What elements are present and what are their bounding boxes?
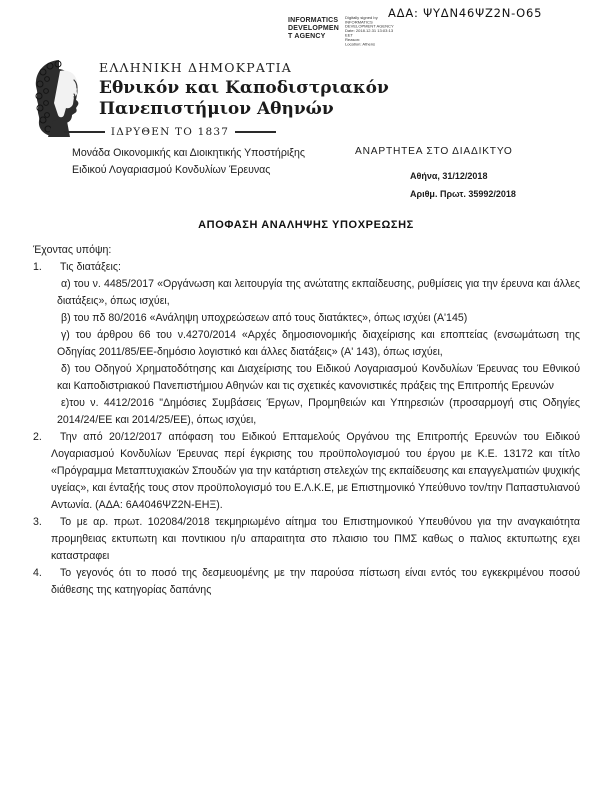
issuer-unit-line2: Ειδικού Λογαριασμού Κονδυλίων Έρευνας — [72, 164, 271, 176]
founded-line — [64, 126, 276, 138]
subitem-e: ε)του ν. 4412/2016 "Δημόσιες Συμβάσεις Έργων, Προμηθειών και Υπηρεσιών (προσαρμογή στις Οδηγίες 2014/24/ΕΕ και 2014/25/ΕΕ), όπως ισχύει, — [57, 397, 580, 426]
list-item-4-number: 4. — [33, 567, 42, 579]
university-name-line1: Εθνικόν και Καποδιστριακόν — [99, 78, 389, 98]
list-item-4-text: Το γεγονός ότι το ποσό της δεσμευομένης με την παρούσα πίστωση είναι εντός του εγκεκριμένου ποσού διάθεσης της κατηγορίας δαπάνης — [51, 567, 580, 596]
subitem-a: α) του ν. 4485/2017 «Οργάνωση και λειτουργία της ανώτατης εκπαίδευσης, ρυθμίσεις για την έρευνα και άλλες διατάξεις», όπως ισχύει, — [57, 278, 580, 307]
subitem-c: γ) του άρθρου 66 του ν.4270/2014 «Αρχές δημοσιονομικής διαχείρισης και εποπτείας (ενσωμάτωση της Οδηγίας 2011/85/ΕΕ-δημόσιο λογιστικό και άλλες διατάξεις» (Α' 143), όπως ισχύει, — [57, 329, 580, 358]
university-name-line2: Πανεπιστήμιον Αθηνών — [99, 99, 334, 119]
republic-line: ΕΛΛΗΝΙΚΗ ΔΗΜΟΚΡΑΤΙΑ — [99, 60, 293, 75]
publish-notice: ΑΝΑΡΤΗΤΕΑ ΣΤΟ ΔΙΑΔΙΚΤΥΟ — [355, 146, 513, 157]
founded-text: ΙΔΡΥΘΕΝ ΤΟ 1837 — [110, 126, 230, 138]
signature-stamp-agency — [288, 17, 344, 41]
stamp-agency-line: DEVELOPMEN — [288, 25, 340, 32]
document-header — [99, 60, 389, 120]
protocol-number: Αριθμ. Πρωτ. 35992/2018 — [410, 189, 516, 199]
list-item-2 — [33, 429, 580, 514]
stamp-detail-line: INFORMATICS — [345, 20, 373, 25]
stamp-detail-line: Reason: — [345, 38, 361, 43]
stamp-detail-line: Location: Athens — [345, 42, 376, 47]
document-body — [33, 242, 580, 599]
list-item-3 — [33, 514, 580, 565]
subitem-b: β) του πδ 80/2016 «Ανάληψη υποχρεώσεων από τους διατάκτες», όπως ισχύει (Α'145) — [61, 312, 468, 324]
stamp-detail-line: DEVELOPMENT AGENCY — [345, 24, 394, 29]
list-item-3-text: Το με αρ. πρωτ. 102084/2018 τεκμηριωμένο αίτημα του Επιστημονικού Υπευθύνου για την αναγκαιότητα προμηθειας εκτυπωτη και ποντικιου η/υ απαραιτητα στο πλαισιο του ΠΜΣ καθως ο παλιος εκτυπωτης εχει καταστραφει — [51, 516, 580, 562]
issuer-unit-line1: Μονάδα Οικονομικής και Διοικητικής Υποστήριξης — [72, 147, 305, 159]
list-item-3-number: 3. — [33, 516, 42, 528]
stamp-detail-line: Date: 2018.12.31 13:03:13 — [345, 29, 394, 34]
signature-stamp-details — [345, 16, 409, 47]
list-item-2-number: 2. — [33, 431, 42, 443]
stamp-agency-line: T AGENCY — [288, 33, 326, 40]
document-title: ΑΠΟΦΑΣΗ ΑΝΑΛΗΨΗΣ ΥΠΟΧΡΕΩΣΗΣ — [198, 219, 414, 231]
list-item-1 — [33, 259, 580, 276]
list-item-2-text: Την από 20/12/2017 απόφαση του Ειδικού Επταμελούς Οργάνου της Επιτροπής Ερευνών του Ειδικού Λογαριασμού Κονδυλίων Έρευνας περί έγκρισης του προϋπολογισμού του έργου με Κ.Ε. 13172 και τίτλο «Πρόγραμμα Μεταπτυχιακών Σπουδών για την κατάρτιση στελεχών της εκπαίδευσης και επαγγελματιών ψυχικής υγείας», και ένταξής τους στον προϋπολογισμό του Ε.Λ.Κ.Ε, με Επιστημονικό Υπεύθυνο τον/την Παπαστυλιανού Αντωνία. (ΑΔΑ: 6Α4046ΨΖ2Ν-ΕΗΞ). — [51, 431, 580, 511]
subitem-d: δ) του Οδηγού Χρηματοδότησης και Διαχείρισης του Ειδικού Λογαριασμού Κονδυλίων Έρευνας του Εθνικού και Καποδιστριακού Πανεπιστήμιου Αθηνών και τις σχετικές κανονιστικές πράξεις της Επιτροπής Ερευνών — [57, 363, 580, 392]
intro-line: Έχοντας υπόψη: — [33, 244, 112, 256]
stamp-detail-line: Digitally signed by — [345, 16, 378, 21]
list-item-1-subitems — [57, 276, 580, 429]
list-item-1-number: 1. — [33, 261, 42, 273]
ada-code: ΑΔΑ: ΨΥΔΝ46ΨΖ2Ν-Ο65 — [388, 6, 543, 20]
stamp-agency-line: INFORMATICS — [288, 17, 339, 24]
founded-left-rule — [64, 131, 105, 132]
list-item-1-text: Τις διατάξεις: — [60, 261, 121, 273]
founded-right-rule — [235, 131, 276, 132]
stamp-detail-line: EET — [345, 33, 353, 38]
list-item-4 — [33, 565, 580, 599]
place-date: Αθήνα, 31/12/2018 — [410, 171, 488, 181]
issuer-unit — [72, 145, 305, 179]
